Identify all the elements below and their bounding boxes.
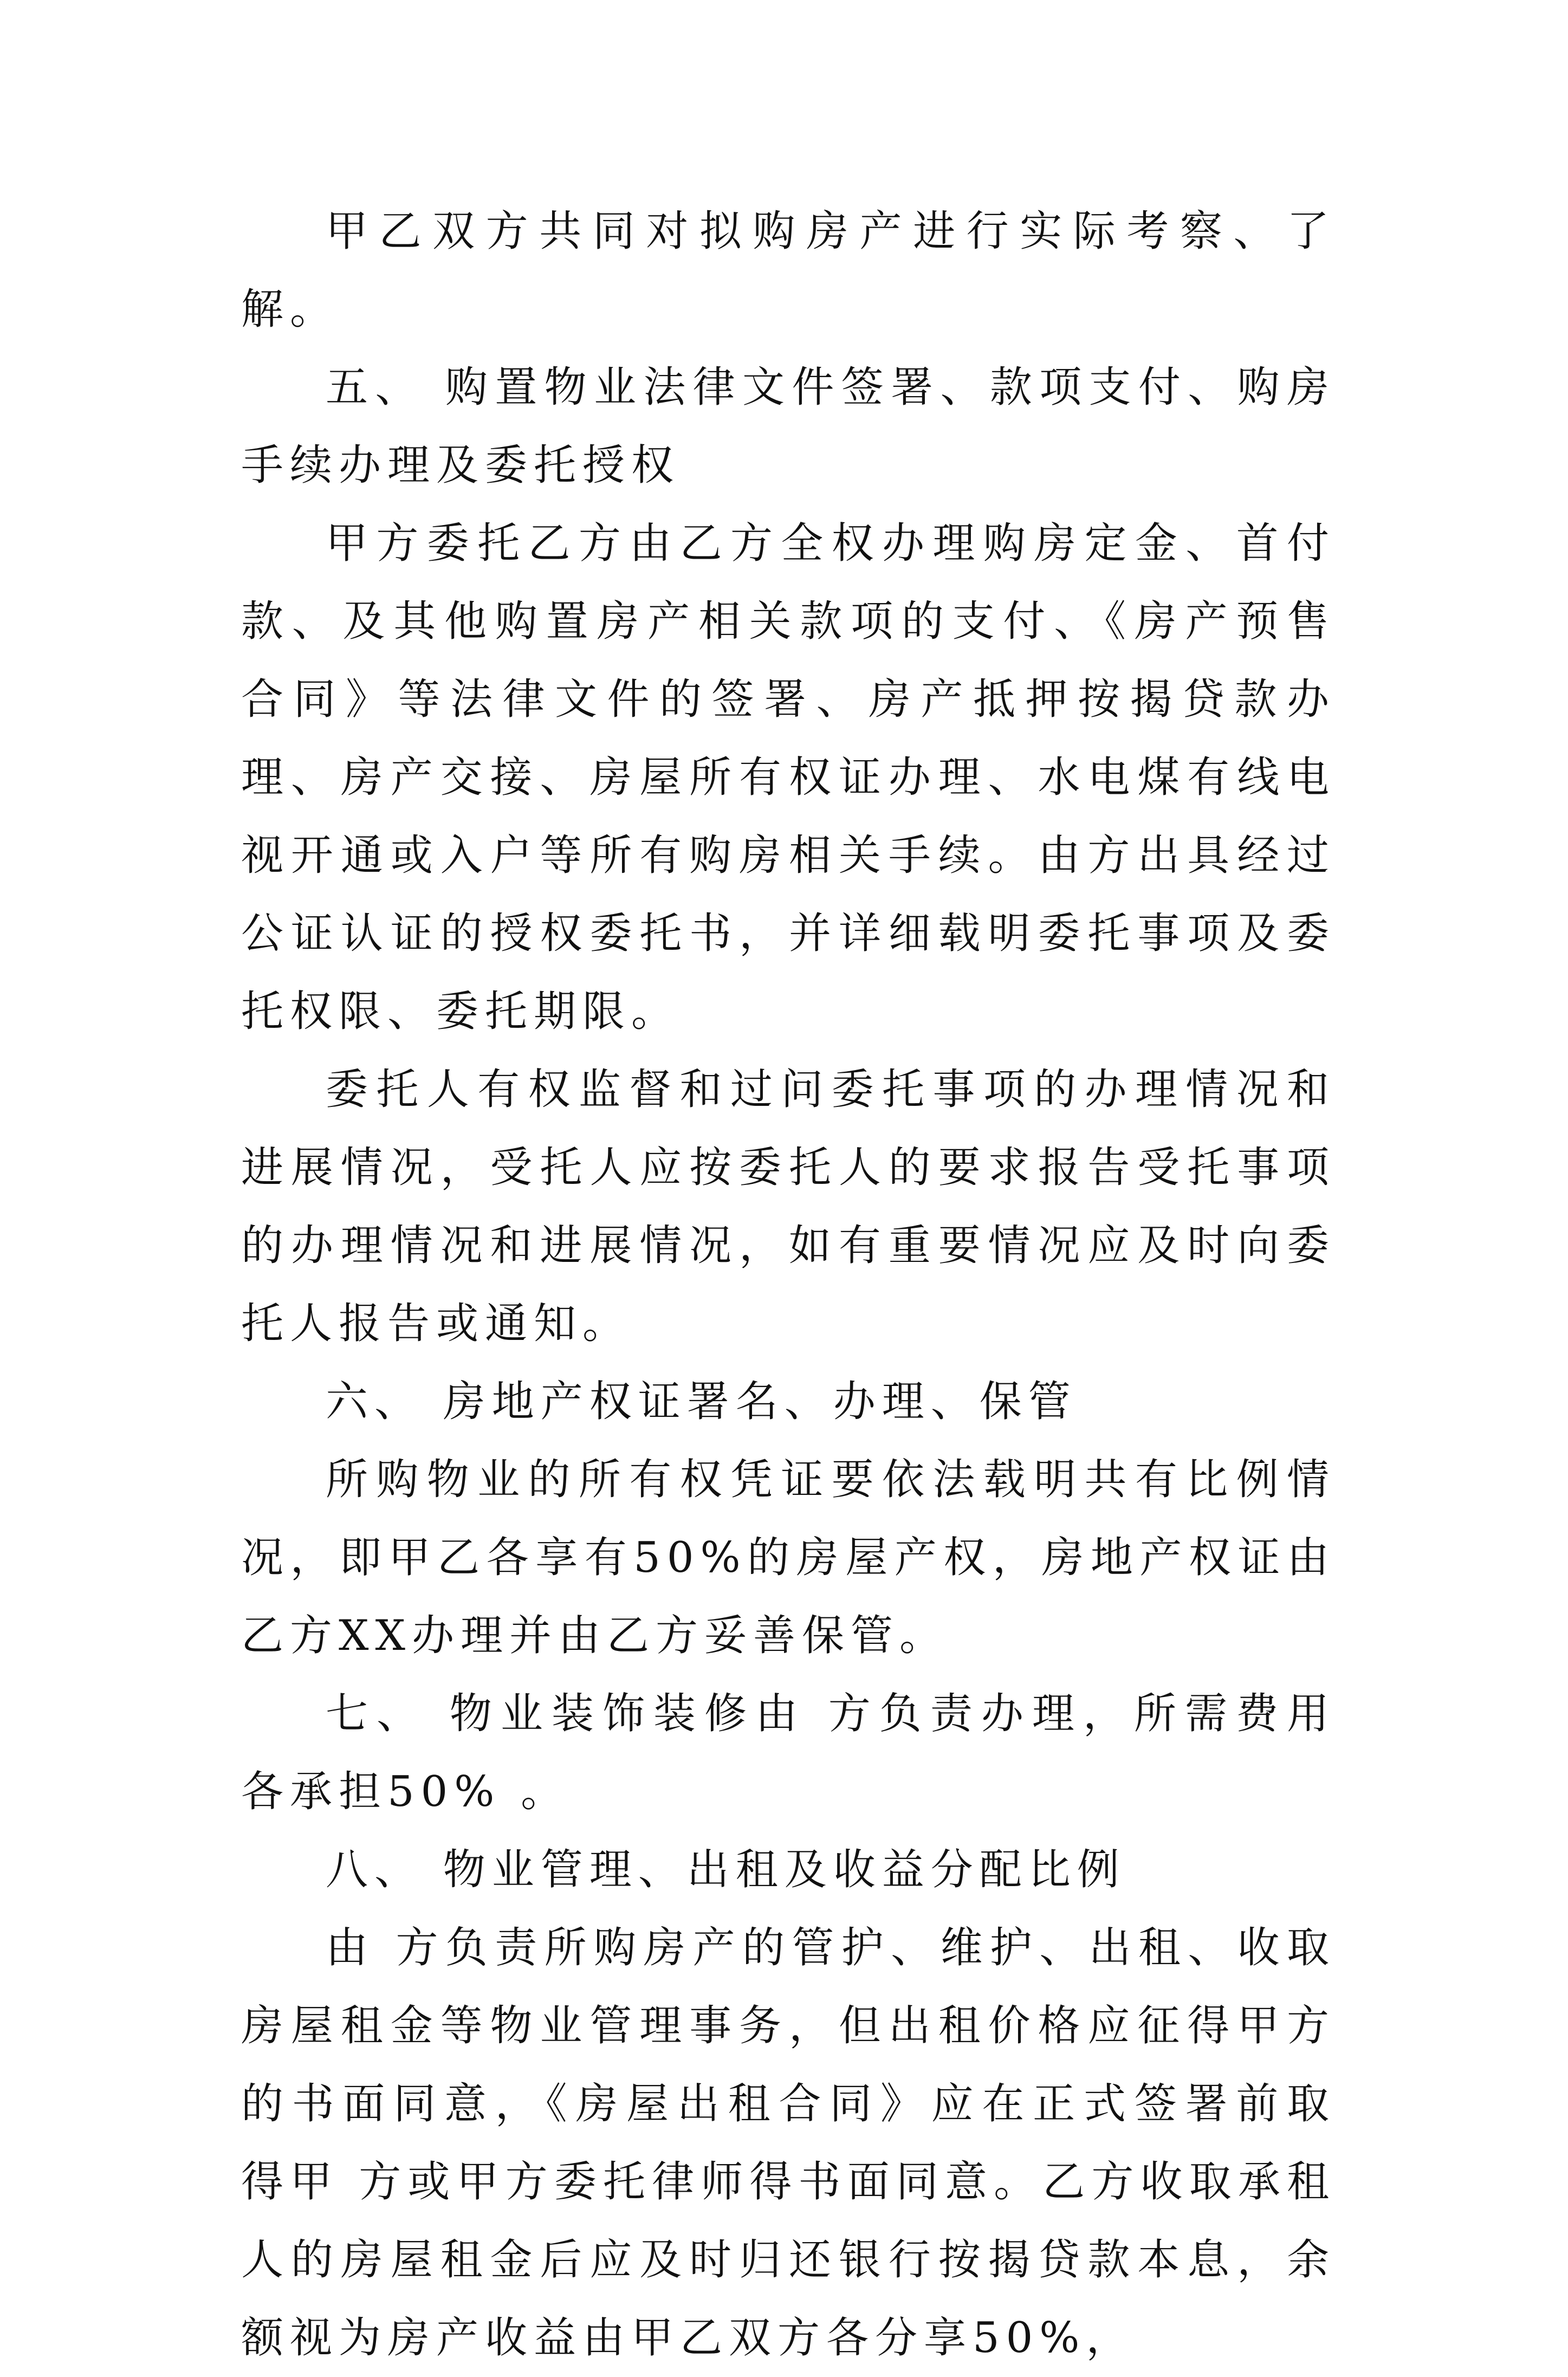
heading-section-6: 六、 房地产权证署名、办理、保管 [326, 1377, 1077, 1426]
paragraph-supervision: 委托人有权监督和过问委托事项的办理情况和进展情况，受托人应按委托人的要求报告受托事项的办理情况和进展情况，如有重要情况应及时向委托人报告或通知。 [241, 1065, 1336, 1348]
heading-section-5: 五、 购置物业法律文件签署、款项支付、购房手续办理及委托授权 [241, 363, 1336, 490]
paragraph-management: 由 方负责所购房产的管护、维护、出租、收取房屋租金等物业管理事务，但出租价格应征得甲方的书面同意，《房屋出租合同》应在正式签署前取得甲 方或甲方委托律师得书面同意。乙方收取承租人的房屋租金后应及时归还银行按揭贷款本息，余额视为房产收益由甲乙双方各分享50%， [241, 1923, 1336, 2362]
paragraph-inspection: 甲乙双方共同对拟购房产进行实际考察、了解。 [241, 207, 1336, 334]
heading-section-8: 八、 物业管理、出租及收益分配比例 [326, 1845, 1126, 1894]
paragraph-authorization: 甲方委托乙方由乙方全权办理购房定金、首付款、及其他购置房产相关款项的支付、《房产预售合同》等法律文件的签署、房产抵押按揭贷款办理、房产交接、房屋所有权证办理、水电煤有线电视开通或入户等所有购房相关手续。由方出具经过公证认证的授权委托书，并详细载明委托事项及委托权限、委托期限。 [241, 519, 1336, 1036]
document-body [241, 192, 1336, 2377]
heading-section-7: 七、 物业装饰装修由 方负责办理，所需费用各承担50% 。 [241, 1689, 1336, 1816]
paragraph-title-certificate: 所购物业的所有权凭证要依法载明共有比例情况，即甲乙各享有50%的房屋产权，房地产权证由乙方XX办理并由乙方妥善保管。 [241, 1455, 1336, 1660]
